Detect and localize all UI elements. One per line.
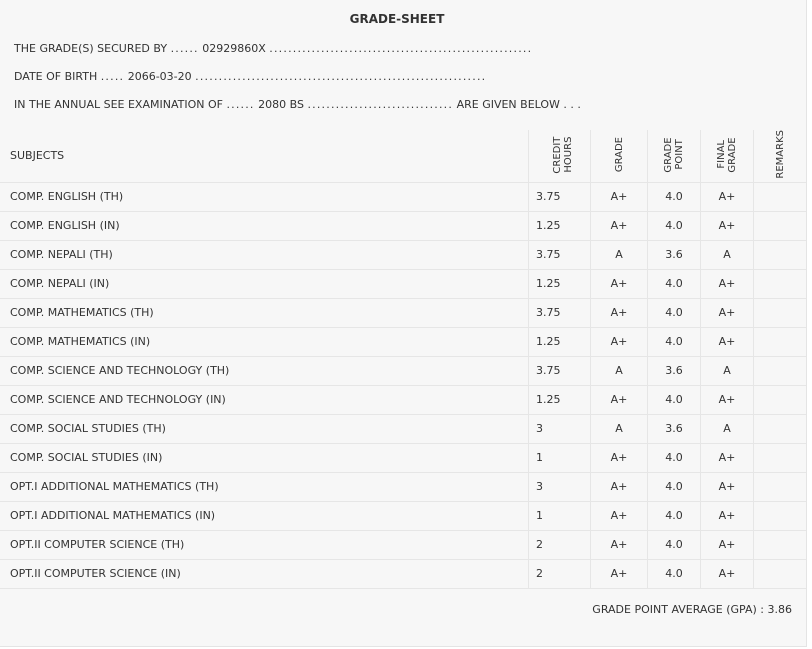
symbol-number-line (14, 42, 532, 55)
subject-cell: COMP. MATHEMATICS (TH) (0, 298, 529, 327)
subject-cell: OPT.I ADDITIONAL MATHEMATICS (TH) (0, 472, 529, 501)
grade-point-cell: 4.0 (648, 298, 701, 327)
examination-line (14, 98, 581, 111)
credit-hours-header: CREDIT HOURS (529, 130, 591, 182)
grade-point-cell: 4.0 (648, 327, 701, 356)
remarks-header: REMARKS (754, 130, 807, 182)
final-grade-cell: A+ (701, 385, 754, 414)
subject-cell: OPT.II COMPUTER SCIENCE (TH) (0, 530, 529, 559)
remarks-cell (754, 472, 807, 501)
final-grade-cell: A+ (701, 269, 754, 298)
final-grade-cell: A (701, 414, 754, 443)
credit-hours-cell: 1 (529, 443, 591, 472)
table-row (0, 443, 806, 472)
grade-cell: A (591, 356, 648, 385)
credit-hours-cell: 1 (529, 501, 591, 530)
grade-point-cell: 4.0 (648, 530, 701, 559)
final-grade-cell: A (701, 240, 754, 269)
credit-hours-cell: 3.75 (529, 298, 591, 327)
grade-cell: A (591, 240, 648, 269)
remarks-cell (754, 443, 807, 472)
final-grade-cell: A+ (701, 327, 754, 356)
grade-cell: A+ (591, 559, 648, 588)
grade-cell: A+ (591, 443, 648, 472)
credit-hours-cell: 1.25 (529, 269, 591, 298)
date-of-birth: 2066-03-20 (127, 70, 192, 83)
grade-point-header: GRADE POINT (648, 130, 701, 182)
grade-point-cell: 4.0 (648, 385, 701, 414)
remarks-cell (754, 211, 807, 240)
grade-point-cell: 4.0 (648, 443, 701, 472)
credit-hours-cell: 2 (529, 530, 591, 559)
table-row (0, 211, 806, 240)
subject-cell: OPT.II COMPUTER SCIENCE (IN) (0, 559, 529, 588)
remarks-cell (754, 356, 807, 385)
leader-dots: ...... (170, 42, 199, 55)
grade-point-cell: 4.0 (648, 182, 701, 211)
exam-year: 2080 BS (258, 98, 304, 111)
grade-point-cell: 4.0 (648, 559, 701, 588)
final-grade-cell: A+ (701, 443, 754, 472)
remarks-cell (754, 559, 807, 588)
leader-dots: .............................................................. (195, 70, 487, 83)
grade-point-cell: 4.0 (648, 211, 701, 240)
remarks-cell (754, 385, 807, 414)
final-grade-cell: A+ (701, 472, 754, 501)
leader-dots: ..... (100, 70, 125, 83)
credit-hours-cell: 2 (529, 559, 591, 588)
date-of-birth-line (14, 70, 486, 83)
grade-point-cell: 3.6 (648, 356, 701, 385)
table-row (0, 414, 806, 443)
credit-hours-cell: 3.75 (529, 356, 591, 385)
leader-dots: ........................................................ (269, 42, 533, 55)
remarks-cell (754, 269, 807, 298)
dob-label: DATE OF BIRTH (14, 70, 98, 83)
credit-hours-cell: 3.75 (529, 240, 591, 269)
grade-point-cell: 4.0 (648, 472, 701, 501)
grades-table (0, 130, 806, 589)
remarks-cell (754, 530, 807, 559)
remarks-cell (754, 414, 807, 443)
final-grade-cell: A+ (701, 211, 754, 240)
grade-cell: A+ (591, 298, 648, 327)
gpa-label: GRADE POINT AVERAGE (GPA) : (592, 603, 764, 616)
grade-cell: A+ (591, 327, 648, 356)
exam-label: IN THE ANNUAL SEE EXAMINATION OF (14, 98, 223, 111)
table-row (0, 269, 806, 298)
credit-hours-cell: 3 (529, 472, 591, 501)
grade-cell: A+ (591, 530, 648, 559)
final-grade-cell: A+ (701, 530, 754, 559)
grade-cell: A+ (591, 472, 648, 501)
gpa-summary (592, 603, 792, 616)
table-row (0, 327, 806, 356)
table-row (0, 501, 806, 530)
secured-by-label: THE GRADE(S) SECURED BY (14, 42, 168, 55)
subject-cell: COMP. NEPALI (IN) (0, 269, 529, 298)
grade-point-cell: 3.6 (648, 240, 701, 269)
page-title: GRADE-SHEET (349, 12, 445, 26)
subject-cell: OPT.I ADDITIONAL MATHEMATICS (IN) (0, 501, 529, 530)
table-row (0, 298, 806, 327)
table-row (0, 356, 806, 385)
final-grade-header: FINAL GRADE (701, 130, 754, 182)
grade-point-cell: 4.0 (648, 269, 701, 298)
grade-cell: A+ (591, 182, 648, 211)
grades-table-body (0, 182, 806, 588)
credit-hours-cell: 1.25 (529, 327, 591, 356)
table-row (0, 530, 806, 559)
exam-suffix: ARE GIVEN BELOW . . . (456, 98, 581, 111)
credit-hours-cell: 3.75 (529, 182, 591, 211)
final-grade-cell: A+ (701, 559, 754, 588)
remarks-cell (754, 501, 807, 530)
leader-dots: ............................... (307, 98, 454, 111)
final-grade-cell: A+ (701, 182, 754, 211)
remarks-cell (754, 240, 807, 269)
grade-header: GRADE (591, 130, 648, 182)
final-grade-cell: A (701, 356, 754, 385)
final-grade-cell: A+ (701, 298, 754, 327)
subject-cell: COMP. SCIENCE AND TECHNOLOGY (TH) (0, 356, 529, 385)
grade-cell: A+ (591, 501, 648, 530)
remarks-cell (754, 298, 807, 327)
final-grade-cell: A+ (701, 501, 754, 530)
credit-hours-cell: 1.25 (529, 211, 591, 240)
gpa-value: 3.86 (767, 603, 792, 616)
subjects-header: SUBJECTS (0, 130, 529, 182)
subject-cell: COMP. SCIENCE AND TECHNOLOGY (IN) (0, 385, 529, 414)
symbol-number: 02929860X (202, 42, 266, 55)
subject-cell: COMP. ENGLISH (TH) (0, 182, 529, 211)
leader-dots: ...... (226, 98, 255, 111)
grade-point-cell: 4.0 (648, 501, 701, 530)
grade-cell: A+ (591, 385, 648, 414)
subject-cell: COMP. SOCIAL STUDIES (IN) (0, 443, 529, 472)
subject-cell: COMP. MATHEMATICS (IN) (0, 327, 529, 356)
remarks-cell (754, 182, 807, 211)
subject-cell: COMP. ENGLISH (IN) (0, 211, 529, 240)
grade-cell: A+ (591, 211, 648, 240)
grade-point-cell: 3.6 (648, 414, 701, 443)
table-header-row (0, 130, 806, 182)
grade-cell: A+ (591, 269, 648, 298)
table-row (0, 182, 806, 211)
subject-cell: COMP. NEPALI (TH) (0, 240, 529, 269)
table-row (0, 559, 806, 588)
remarks-cell (754, 327, 807, 356)
subject-cell: COMP. SOCIAL STUDIES (TH) (0, 414, 529, 443)
credit-hours-cell: 3 (529, 414, 591, 443)
table-row (0, 472, 806, 501)
credit-hours-cell: 1.25 (529, 385, 591, 414)
grade-cell: A (591, 414, 648, 443)
table-row (0, 385, 806, 414)
table-row (0, 240, 806, 269)
